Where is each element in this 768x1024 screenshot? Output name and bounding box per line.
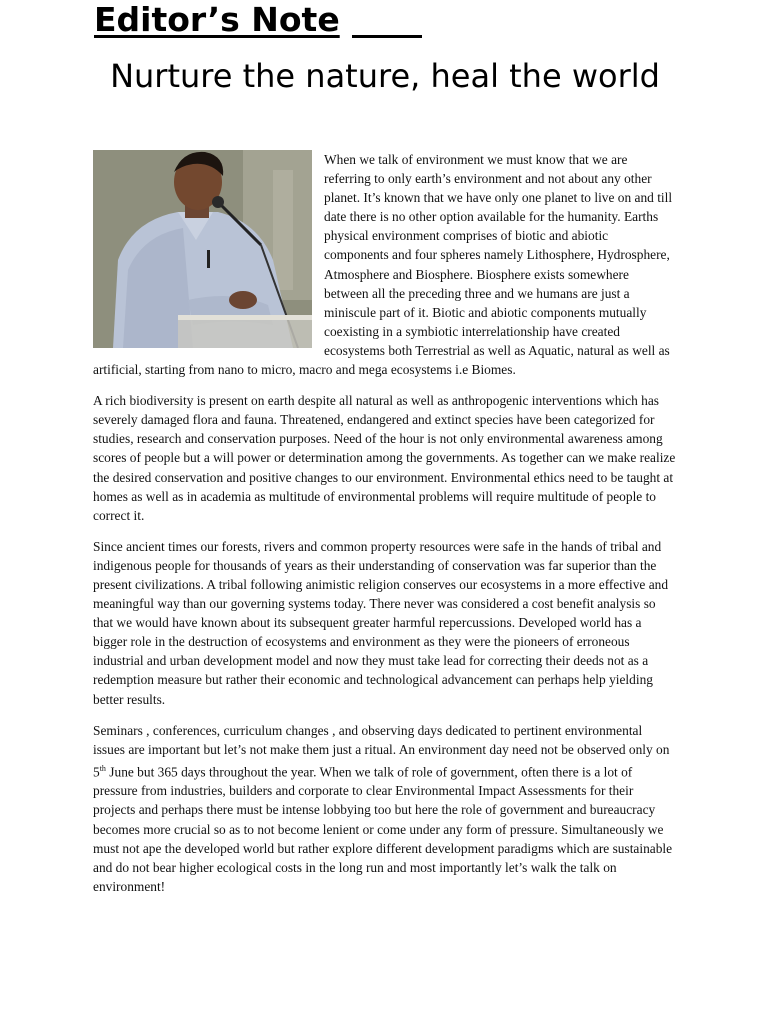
section-title: Editor’s Note: [94, 0, 340, 39]
speaker-at-podium-photo-icon: [93, 150, 312, 348]
paragraph-4: [93, 721, 676, 896]
ordinal-suffix: th: [99, 763, 106, 773]
paragraph-2: A rich biodiversity is present on earth despite all natural as well as anthropogenic interventions which has severely damaged flora and fauna. Threatened, endangered and extinct species have been categorized for studies, research and conservation purposes. Need of the hour is not only environmental awareness among scores of people but a will power or determination among the governments. As together can we make realize the desired conservation and positive changes to our environment. Environmental ethics need to be taught at homes as well as in academia as multitude of environmental problems will require multitude of people to correct it.: [93, 393, 676, 523]
heading-rule: [352, 35, 422, 38]
paragraph-1: When we talk of environment we must know that we are referring to only earth’s environment and not about any other planet. It’s known that we have only one planet to live on and till date there is no other option available for the humanity. Earths physical environment comprises of biotic and abiotic components and four spheres namely Lithosphere, Hydrosphere, Atmosphere and Biosphere. Biosphere exists somewhere between all the preceding three and we humans are just a miniscule part of it. Biotic and abiotic components mutually coexisting in a symbiotic interrelationship have created ecosystems both Terrestrial as well as Aquatic, natural as well as artificial, starting from nano to micro, macro and mega ecosystems i.e Biomes.: [93, 152, 673, 378]
article-headline: Nurture the nature, heal the world: [110, 57, 660, 95]
paragraph-3: Since ancient times our forests, rivers and common property resources were safe in the hands of tribal and indigenous people for thousands of years as their understanding of conservation was far superior than the present civilizations. A tribal following animistic religion conserves our ecosystems in a more effective and meaningful way than our governing systems today. There never was considered a cost benefit analysis so that we would have known about its subsequent greater harmful repercussions. Developed world has a bigger role in the destruction of ecosystems and environment as they were the pioneers of erroneous industrial and urban development model and now they must take lead for correcting their deeds not as a redemption measure but rather their economic and technological advancement can perhaps help yielding better results.: [93, 538, 669, 707]
article-body: [93, 150, 676, 908]
paragraph-4-part-1: Seminars , conferences, curriculum changes , and observing days dedicated to pertinent environmental issues are important but let’s not make them just a ritual. An environment day need not be observed only on 5: [93, 722, 670, 780]
speaker-photo: [93, 150, 312, 348]
section-heading: [94, 0, 422, 40]
paragraph-4-part-2: June but 365 days throughout the year. When we talk of role of government, often there is a lot of pressure from industries, builders and corporate to clear Environmental Impact Assessments for their projects and perhaps there must be intense lobbying too but here the role of government and bureaucracy becomes more crucial so as to not become lenient or come under any form of pressure. Simultaneously we must not ape the developed world but rather explore different development paradigms which are sustainable and do not bear higher ecological costs in the long run and most importantly let’s walk the talk on environment!: [93, 764, 673, 894]
